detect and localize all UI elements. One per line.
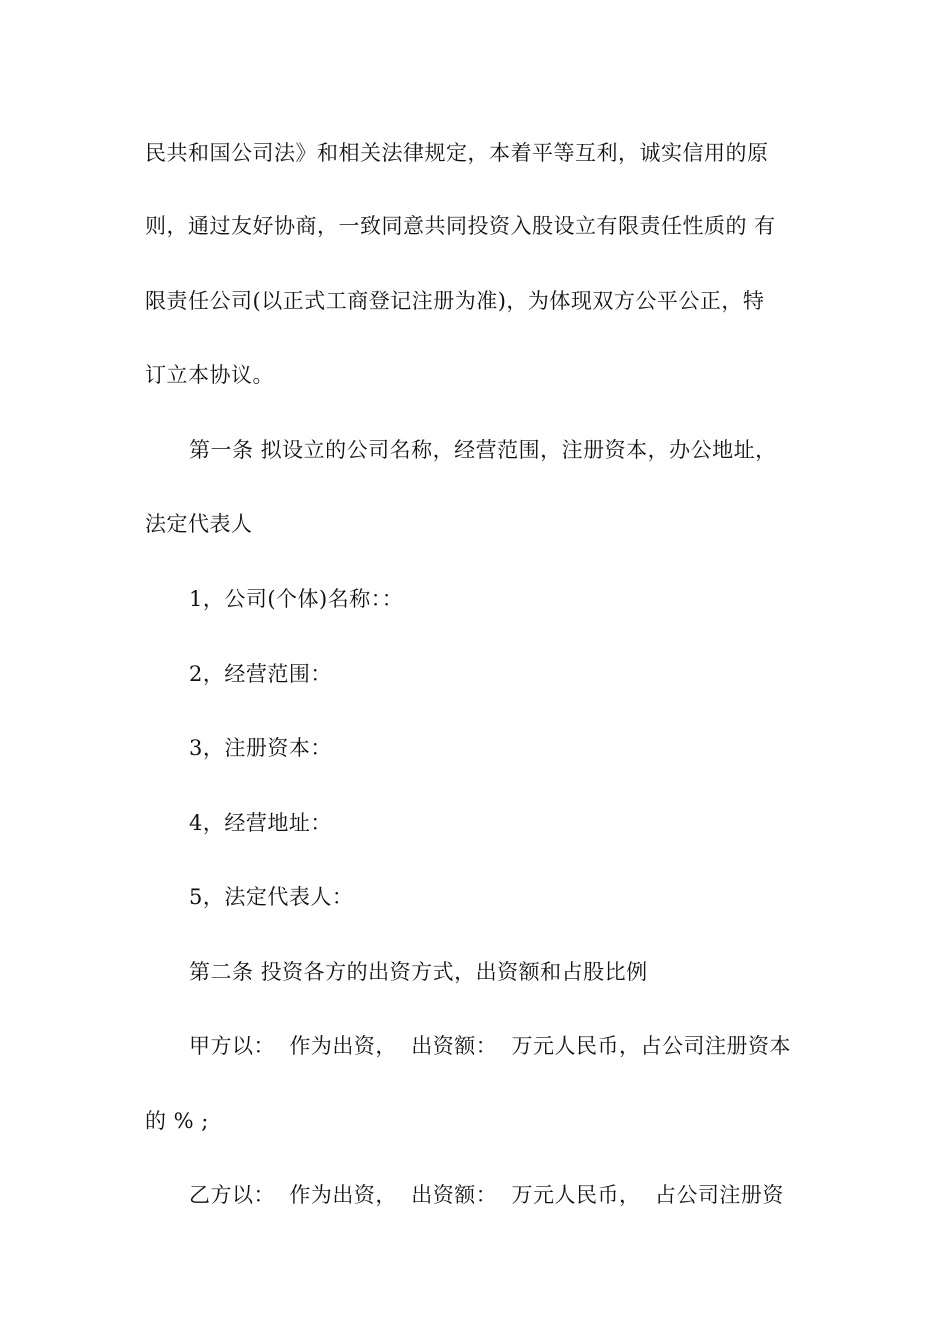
list-item: 4，经营地址： [189,811,332,835]
paragraph-line: 的 % ; [145,1109,209,1133]
list-item: 3，注册资本： [189,736,332,760]
article-heading: 第一条 拟设立的公司名称，经营范围，注册资本，办公地址， [189,438,777,462]
paragraph-line: 法定代表人 [145,512,253,536]
list-item: 1，公司(个体)名称：： [189,587,404,611]
paragraph-line: 订立本协议。 [145,363,274,387]
paragraph-line: 则，通过友好协商，一致同意共同投资入股设立有限责任性质的 有 [145,214,776,238]
paragraph-line: 乙方以： 作为出资， 出资额： 万元人民币， 占公司注册资 [189,1183,784,1207]
paragraph-line: 民共和国公司法》和相关法律规定，本着平等互利，诚实信用的原 [145,141,769,165]
list-item: 5，法定代表人： [189,885,354,909]
paragraph-line: 限责任公司(以正式工商登记注册为准)，为体现双方公平公正，特 [145,289,765,313]
paragraph-line: 甲方以： 作为出资， 出资额： 万元人民币，占公司注册资本 [189,1034,792,1058]
article-heading: 第二条 投资各方的出资方式，出资额和占股比例 [189,960,648,984]
list-item: 2，经营范围： [189,662,332,686]
